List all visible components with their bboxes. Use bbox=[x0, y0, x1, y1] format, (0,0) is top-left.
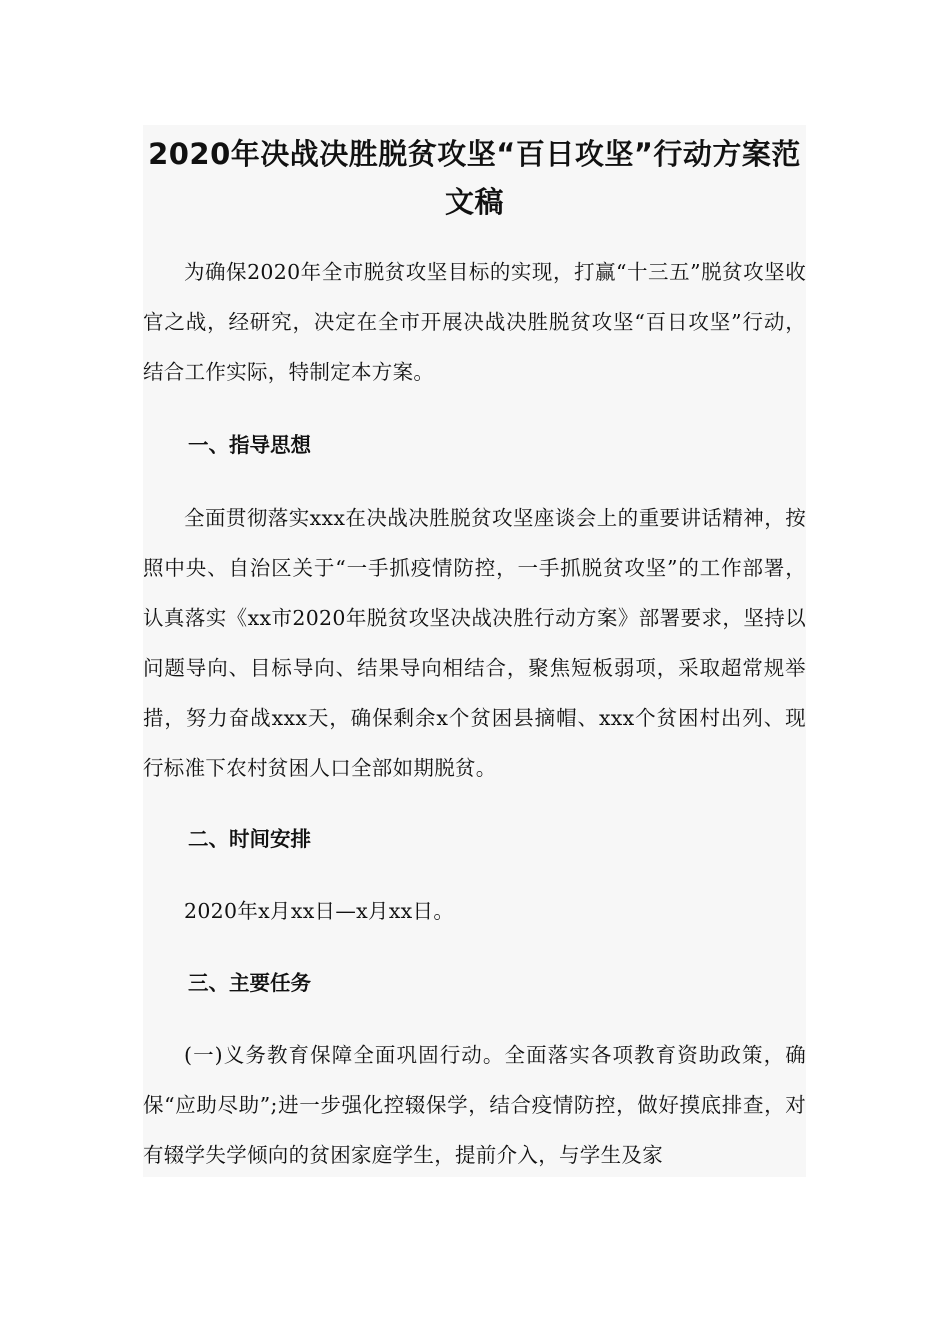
section-heading-schedule: 二、时间安排 bbox=[188, 827, 311, 851]
intro-paragraph: 为确保2020年全市脱贫攻坚目标的实现，打赢“十三五”脱贫攻坚收官之战，经研究，决定在全市开展决战决胜脱贫攻坚“百日攻坚”行动，结合工作实际，特制定本方案。 bbox=[143, 260, 806, 384]
section-body-schedule: 2020年x月xx日—x月xx日。 bbox=[184, 899, 455, 923]
section-body-guiding-ideology: 全面贯彻落实xxx在决战决胜脱贫攻坚座谈会上的重要讲话精神，按照中央、自治区关于“一手抓疫情防控，一手抓脱贫攻坚”的工作部署，认真落实《xx市2020年脱贫攻坚决战决胜行动方案》部署要求，坚持以问题导向、目标导向、结果导向相结合，聚焦短板弱项，采取超常规举措，努力奋战xxx天，确保剩余x个贫困县摘帽、xxx个贫困村出列、现行标准下农村贫困人口全部如期脱贫。 bbox=[143, 506, 806, 780]
section-heading-main-tasks: 三、主要任务 bbox=[188, 971, 311, 995]
section-body-main-tasks: (一)义务教育保障全面巩固行动。全面落实各项教育资助政策，确保“应助尽助”;进一步强化控辍保学，结合疫情防控，做好摸底排查，对有辍学失学倾向的贫困家庭学生，提前介入，与学生及家 bbox=[143, 1043, 806, 1167]
section-heading-guiding-ideology: 一、指导思想 bbox=[188, 433, 311, 457]
document-title: 2020年决战决胜脱贫攻坚“百日攻坚”行动方案范文稿 bbox=[148, 137, 801, 219]
